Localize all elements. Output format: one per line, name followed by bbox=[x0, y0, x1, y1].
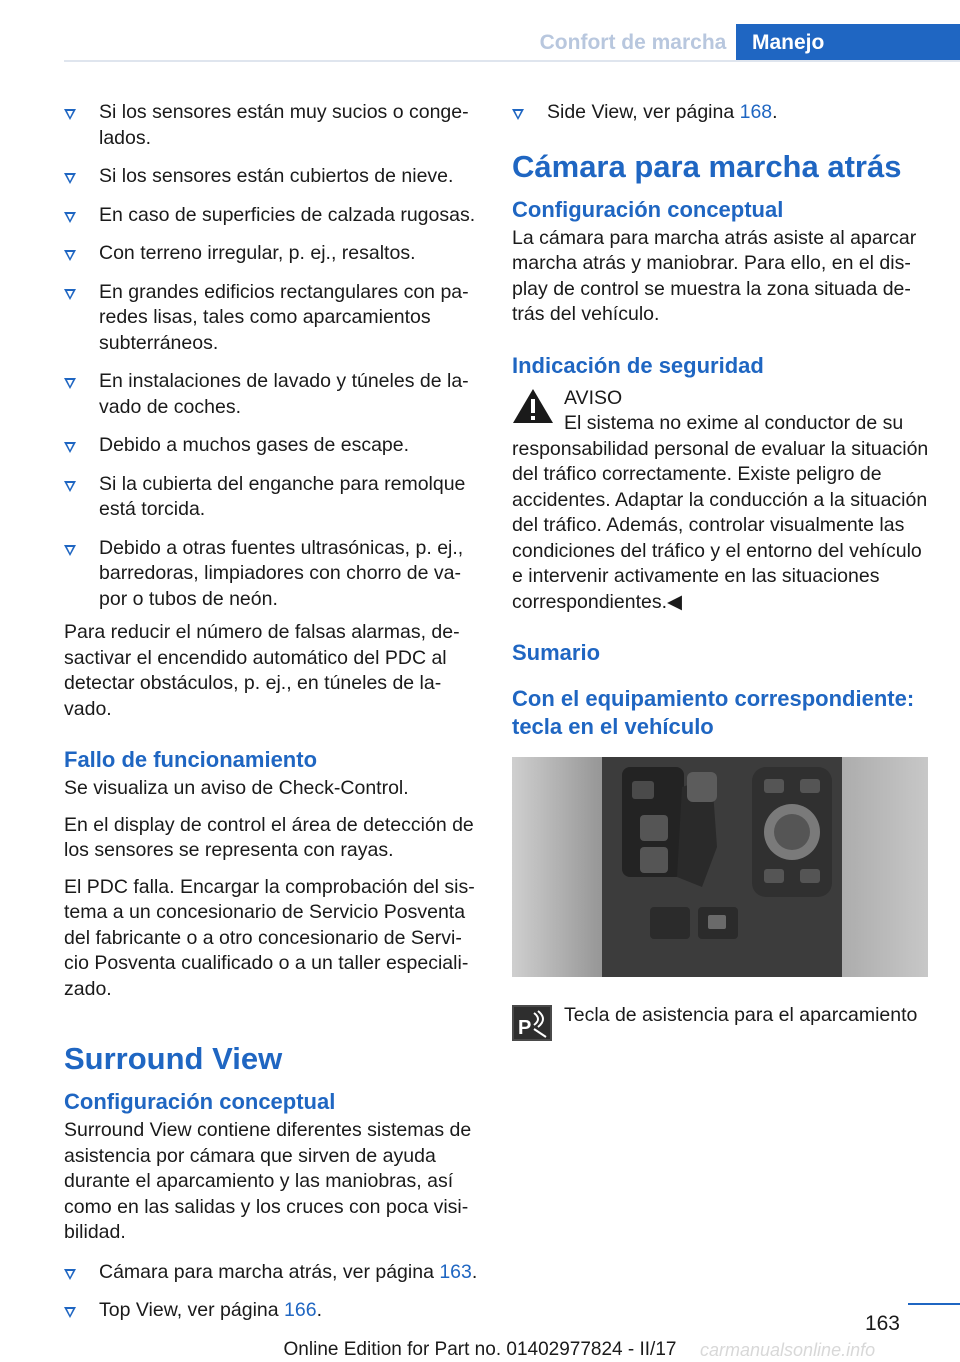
list-item: Si los sensores están muy sucios o congelados. bbox=[64, 100, 478, 151]
bullet-triangle-icon bbox=[64, 1307, 76, 1318]
heading-equipment: Con el equipamiento correspondiente: tecla en el vehículo bbox=[512, 686, 915, 739]
malfunction-p1: Se visualiza un aviso de Check-Control. bbox=[64, 777, 409, 799]
list-item: En grandes edificios rectangulares con paredes lisas, tales como aparcamientos subterráneos. bbox=[64, 280, 478, 357]
heading-safety: Indicación de seguridad bbox=[512, 352, 764, 378]
bullet-triangle-icon bbox=[64, 481, 76, 492]
list-item: Con terreno irregular, p. ej., resaltos. bbox=[64, 241, 478, 267]
bullet-triangle-icon bbox=[64, 442, 76, 453]
bullet-triangle-icon bbox=[64, 545, 76, 556]
parking-assistant-icon bbox=[512, 1005, 552, 1041]
left-column bbox=[64, 100, 478, 1337]
conditions-list bbox=[64, 100, 478, 612]
header-divider bbox=[64, 60, 960, 62]
bullet-triangle-icon bbox=[64, 173, 76, 184]
caption-text: Tecla de asistencia para el aparcamiento bbox=[564, 1003, 918, 1026]
heading-concept: Configuración conceptual bbox=[64, 1089, 336, 1114]
list-item: Side View, ver página 168. bbox=[512, 100, 930, 126]
bullet-triangle-icon bbox=[64, 1269, 76, 1280]
bullet-triangle-icon bbox=[64, 250, 76, 261]
page-number: 163 bbox=[864, 1312, 900, 1335]
footer-divider bbox=[908, 1303, 960, 1305]
tab-chapter: Manejo bbox=[736, 24, 960, 62]
warning-block bbox=[512, 386, 930, 616]
center-console-photo bbox=[512, 757, 928, 977]
list-item: Cámara para marcha atrás, ver página 163. bbox=[64, 1260, 478, 1286]
page-link[interactable]: 163 bbox=[439, 1260, 472, 1283]
warning-label: AVISO bbox=[564, 386, 623, 409]
svg-text:P: P bbox=[518, 1016, 532, 1039]
tab-section: Confort de marcha bbox=[539, 31, 727, 54]
references-list bbox=[64, 1260, 478, 1324]
heading-rear-camera: Cámara para marcha atrás bbox=[512, 148, 902, 184]
edition-note: Online Edition for Part no. 01402977824 - II/17 bbox=[283, 1339, 677, 1360]
bullet-triangle-icon bbox=[512, 109, 524, 120]
bullet-triangle-icon bbox=[64, 109, 76, 120]
list-item: Si la cubierta del enganche para remolque está torcida. bbox=[64, 472, 478, 523]
bullet-triangle-icon bbox=[64, 378, 76, 389]
list-item: En caso de superficies de calzada rugosas. bbox=[64, 203, 478, 229]
heading-surround-view: Surround View bbox=[64, 1041, 283, 1076]
list-item: Si los sensores están cubiertos de nieve. bbox=[64, 164, 478, 190]
warning-text: El sistema no exime al conductor de su responsabilidad personal de evaluar la situación del tráfico correctamente. Existe peligro de accidentes. Adaptar la conducción a la situación del tráfico. Además, controlar visualmente las condiciones del tráfico y el entorno del vehículo e intervenir activamente en las situaciones correspondientes.◀ bbox=[512, 412, 929, 613]
list-item: En instalaciones de lavado y túneles de lavado de coches. bbox=[64, 369, 478, 420]
page-link[interactable]: 166 bbox=[284, 1299, 317, 1321]
heading-malfunction: Fallo de funcionamiento bbox=[64, 747, 318, 772]
page-link[interactable]: 168 bbox=[739, 101, 773, 123]
references-list bbox=[512, 100, 930, 126]
heading-summary: Sumario bbox=[512, 640, 601, 665]
list-item: Top View, ver página 166. bbox=[64, 1298, 478, 1324]
false-alarm-paragraph: Para reducir el número de falsas alarmas, desactivar el encendido automático del PDC al detectar obstáculos, p. ej., en túneles de lavado. bbox=[64, 621, 460, 720]
bullet-triangle-icon bbox=[64, 212, 76, 223]
bullet-triangle-icon bbox=[64, 289, 76, 300]
list-item: Debido a otras fuentes ultrasónicas, p. ej., barredoras, limpiadores con chorro de vapor o tubos de neón. bbox=[64, 536, 478, 613]
watermark: carmanualsonline.info bbox=[700, 1340, 876, 1360]
right-column bbox=[512, 100, 930, 1043]
heading-concept: Configuración conceptual bbox=[512, 196, 784, 222]
malfunction-p2: En el display de control el área de detección de los sensores se representa con rayas. bbox=[64, 813, 474, 861]
warning-triangle-icon bbox=[512, 388, 554, 424]
malfunction-p3: El PDC falla. Encargar la comprobación del sistema a un concesionario de Servicio Posventa del fabricante o a otro concesionario de Servicio Posventa cualificado o a un taller especializado. bbox=[64, 875, 475, 1000]
list-item: Debido a muchos gases de escape. bbox=[64, 433, 478, 459]
figure-caption bbox=[512, 1003, 930, 1043]
concept-paragraph: Surround View contiene diferentes sistemas de asistencia por cámara que sirven de ayuda durante el aparcamiento y las maniobras, así como en las salidas y los cruces con poca visibilidad. bbox=[64, 1119, 472, 1243]
concept-paragraph: La cámara para marcha atrás asiste al aparcar marcha atrás y maniobrar. Para ello, en el display de control se muestra la zona situada detrás del vehículo. bbox=[512, 226, 917, 325]
